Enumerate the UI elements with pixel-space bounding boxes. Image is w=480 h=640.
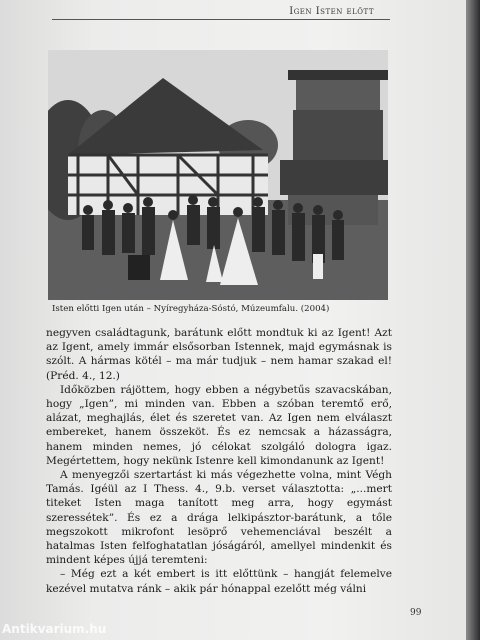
paragraph: negyven családtagunk, barátunk előtt mondtuk ki az Igent! Azt az Igent, amely immár elsősorban Istennek, majd egymásnak is szólt. A hármas kötél – ma már tudjuk – nem hamar szakad el! (Préd. 4., 12.) xyxy=(46,327,392,382)
paragraph: – Még ezt a két embert is itt előttünk – hangját felemelve kezével mutatva ránk – akik pár hónappal ezelőtt még válni xyxy=(46,568,392,595)
page-number: 99 xyxy=(410,608,422,618)
header-rule xyxy=(52,19,390,20)
running-header: Igen Isten előtt xyxy=(289,6,374,17)
wedding-photo xyxy=(48,50,388,300)
paragraph: Időközben rájöttem, hogy ebben a négybetűs szavacskában, hogy „Igen”, mi minden van. Ebben a szóban teremtő erő, alázat, meghajlás, élet és szeretet van. Az Igen nem elválaszt embereket, hanem összeköt. És ez nemcsak a házasságra, hanem minden nemes, jó célokat szolgáló dologra igaz. Megértettem, hogy nekünk Istenre kell kimondanunk az Igent! xyxy=(46,383,392,467)
watermark: Antikvarium.hu xyxy=(2,622,107,636)
paragraph: A menyegzői szertartást ki más végezhette volna, mint Végh Tamás. Igéül az I Thess. 4., 9.b. verset választotta: „...mert titeket Isten maga tanított meg arra, hogy egymást szeressétek”. És ez a drága lelkipásztor-barátunk, a tőle megszokott mikrofont lesöprő vehemenciával beszélt a hatalmas Isten felfoghatatlan jóságáról, amellyel mindenkit és mindent képes újjá teremteni: xyxy=(46,469,392,567)
photo-caption: Isten előtti Igen után – Nyíregyháza-Sóstó, Múzeumfalu. (2004) xyxy=(52,304,330,314)
body-text xyxy=(46,326,392,596)
book-edge xyxy=(466,0,480,640)
photo-illustration xyxy=(48,50,388,300)
